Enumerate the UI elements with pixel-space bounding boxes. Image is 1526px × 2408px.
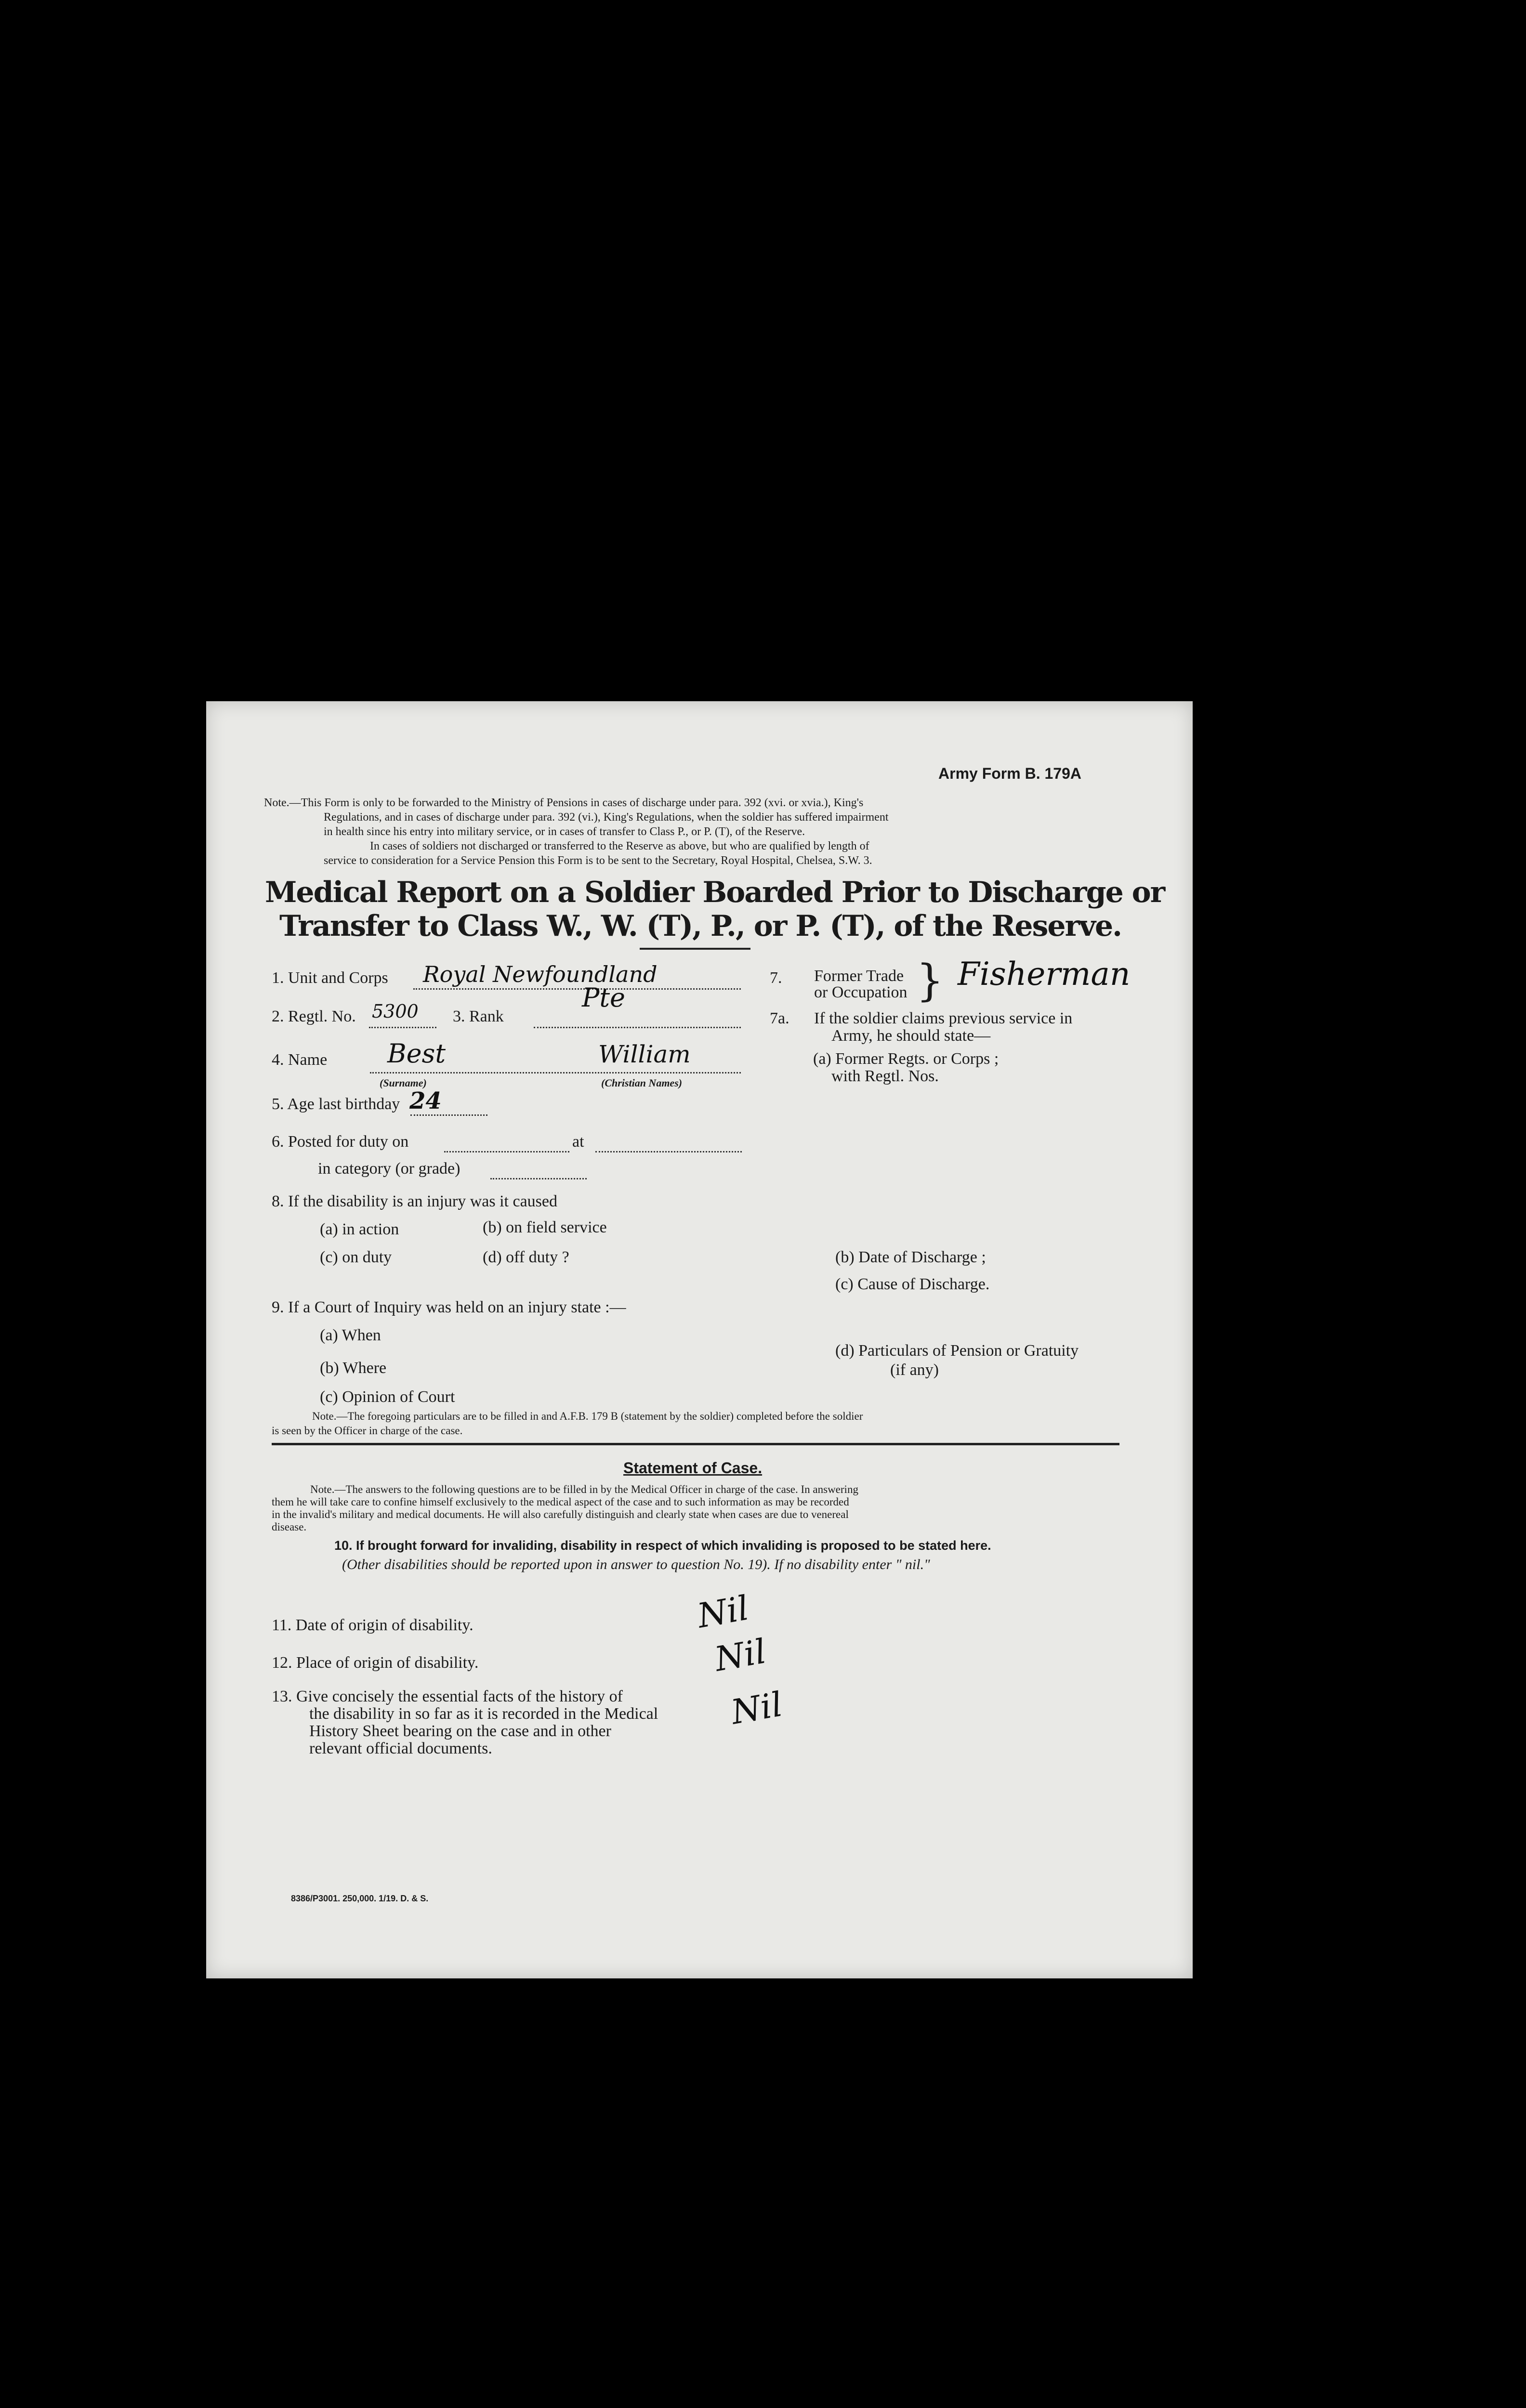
answer-12: Nil <box>711 1631 769 1679</box>
dotted-line <box>444 1151 569 1152</box>
field-trade-label-1: Former Trade <box>814 967 904 985</box>
question-13-line1: 13. Give concisely the essential facts of the history of <box>272 1688 623 1705</box>
dotted-line <box>490 1178 587 1179</box>
field-7a-line1: If the soldier claims previous service in <box>814 1009 1073 1027</box>
medical-report-form <box>206 701 1193 1978</box>
form-number: Army Form B. 179A <box>938 765 1081 782</box>
field-discharge-date: (b) Date of Discharge ; <box>835 1248 986 1266</box>
field-8-b: (b) on field service <box>483 1218 607 1236</box>
field-posted-label: 6. Posted for duty on <box>272 1133 409 1151</box>
field-pension-particulars: (d) Particulars of Pension or Gratuity <box>835 1342 1079 1360</box>
field-regtl-no-value: 5300 <box>372 1001 419 1022</box>
field-age-label: 5. Age last birthday <box>272 1095 400 1113</box>
top-note-line: In cases of soldiers not discharged or transferred to the Reserve as above, but who are qualified by length of <box>370 840 869 852</box>
question-11: 11. Date of origin of disability. <box>272 1616 474 1634</box>
statement-note <box>272 1483 858 1533</box>
field-9-b: (b) Where <box>320 1359 387 1377</box>
question-13-line3: History Sheet bearing on the case and in other <box>309 1722 611 1740</box>
field-9-c: (c) Opinion of Court <box>320 1388 455 1406</box>
field-8-label: 8. If the disability is an injury was it caused <box>272 1192 557 1210</box>
top-note-line: in health since his entry into military service, or in cases of transfer to Class P., or P. (T), of the Reserve. <box>324 825 805 838</box>
statement-heading: Statement of Case. <box>623 1459 763 1477</box>
statement-note-line: Note.—The answers to the following questions are to be filled in by the Medical Officer in charge of the case. In answering <box>310 1483 858 1495</box>
field-unit-value: Royal Newfoundland <box>423 961 658 987</box>
answer-13: Nil <box>728 1684 786 1732</box>
field-9-label: 9. If a Court of Inquiry was held on an injury state :— <box>272 1298 626 1316</box>
mid-note-line2: is seen by the Officer in charge of the case. <box>272 1425 463 1437</box>
dotted-line <box>410 1114 487 1116</box>
field-surname-value: Best <box>387 1038 446 1069</box>
field-8-a: (a) in action <box>320 1220 399 1238</box>
field-christian-value: William <box>598 1040 691 1068</box>
field-regtl-no-label: 2. Regtl. No. <box>272 1008 356 1025</box>
field-8-d: (d) off duty ? <box>483 1248 569 1266</box>
brace-glyph: } <box>916 955 944 1006</box>
top-note-line: Regulations, and in cases of discharge under para. 392 (vi.), King's Regulations, when the soldier has suffered impairment <box>324 811 889 824</box>
field-pension-if-any: (if any) <box>890 1361 939 1379</box>
field-discharge-cause: (c) Cause of Discharge. <box>835 1275 990 1293</box>
title-underline <box>640 948 750 950</box>
field-trade-number: 7. <box>770 969 782 987</box>
dotted-line <box>369 1027 436 1028</box>
question-13-line2: the disability in so far as it is recorded in the Medical <box>309 1705 658 1723</box>
form-title-line1: Medical Report on a Soldier Boarded Prior to Discharge or <box>265 876 1165 909</box>
field-age-value: 24 <box>409 1087 442 1114</box>
section-divider <box>272 1443 1119 1445</box>
form-title-line2: Transfer to Class W., W. (T), P., or P. (T), of the Reserve. <box>279 909 1122 943</box>
question-10-line1: 10. If brought forward for invaliding, disability in respect of which invaliding is proposed to be stated here. <box>334 1538 991 1553</box>
field-rank-value: Pte <box>582 982 625 1013</box>
field-name-label: 4. Name <box>272 1051 328 1069</box>
christian-names-caption: (Christian Names) <box>601 1077 683 1089</box>
statement-note-line: them he will take care to confine himself exclusively to the medical aspect of the case and to such information as may be recorded <box>272 1496 849 1508</box>
question-10-line2: (Other disabilities should be reported upon in answer to question No. 19). If no disability enter " nil." <box>342 1557 930 1572</box>
statement-note-line: in the invalid's military and medical documents. He will also carefully distinguish and clearly state when cases are due to venereal <box>272 1508 849 1520</box>
print-code: 8386/P3001. 250,000. 1/19. D. & S. <box>291 1894 429 1903</box>
field-7a-a2: with Regtl. Nos. <box>831 1067 939 1085</box>
field-7a-number: 7a. <box>770 1009 789 1027</box>
top-note-line: Note.—This Form is only to be forwarded to the Ministry of Pensions in cases of discharge under para. 392 (xvi. or xvia.), King's <box>264 797 864 809</box>
answer-11: Nil <box>694 1588 752 1636</box>
field-9-a: (a) When <box>320 1326 381 1344</box>
top-note-line: service to consideration for a Service Pension this Form is to be sent to the Secretary, Royal Hospital, Chelsea, S.W. 3. <box>324 854 872 867</box>
field-unit-label: 1. Unit and Corps <box>272 969 388 987</box>
field-trade-value: Fisherman <box>958 955 1131 993</box>
dotted-line <box>413 988 741 990</box>
field-posted-at: at <box>572 1133 584 1151</box>
field-7a-line2: Army, he should state— <box>831 1027 991 1045</box>
top-note <box>264 796 1150 868</box>
surname-caption: (Surname) <box>380 1077 427 1089</box>
statement-note-line: disease. <box>272 1521 307 1533</box>
field-8-c: (c) on duty <box>320 1248 392 1266</box>
field-category-label: in category (or grade) <box>318 1160 460 1178</box>
field-trade-label-2: or Occupation <box>814 983 908 1001</box>
dotted-line <box>595 1151 742 1152</box>
question-13-line4: relevant official documents. <box>309 1740 492 1757</box>
question-12: 12. Place of origin of disability. <box>272 1654 479 1672</box>
dotted-line <box>534 1027 741 1028</box>
field-7a-a1: (a) Former Regts. or Corps ; <box>813 1050 999 1068</box>
dotted-line <box>370 1072 741 1073</box>
field-rank-label: 3. Rank <box>453 1008 504 1025</box>
mid-note-line1: Note.—The foregoing particulars are to be filled in and A.F.B. 179 B (statement by the soldier) completed before the soldier <box>312 1410 863 1422</box>
